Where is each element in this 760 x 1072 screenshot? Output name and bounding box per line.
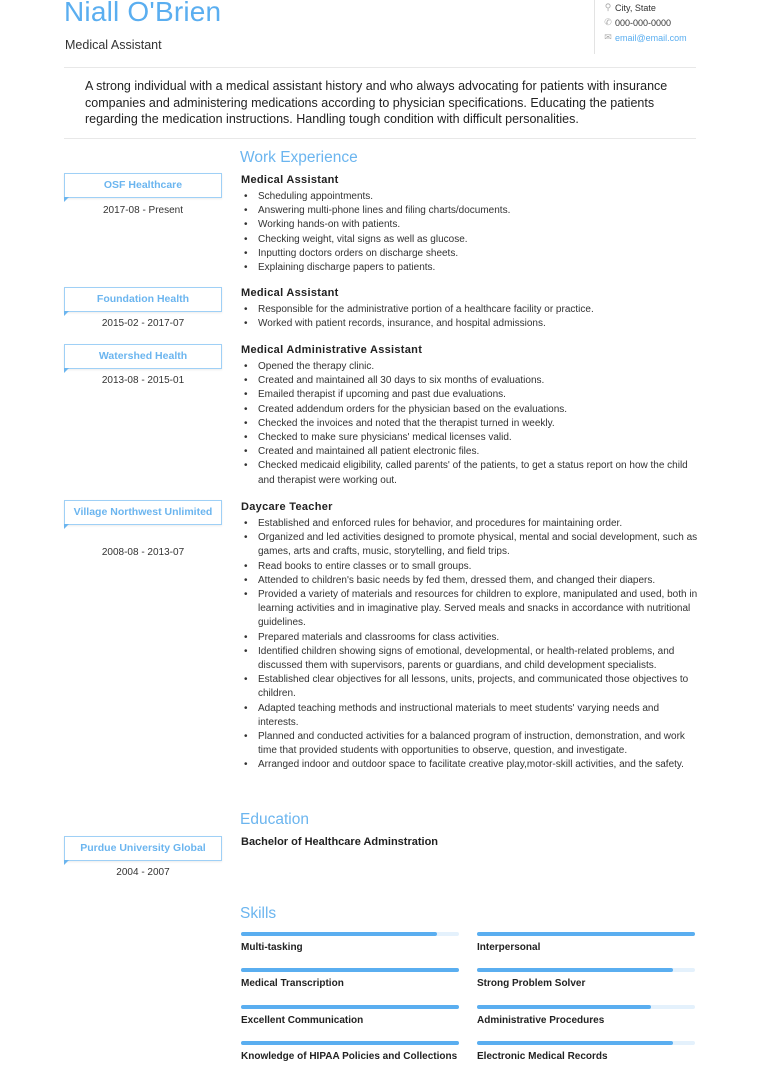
skill-label: Excellent Communication — [241, 1015, 364, 1026]
skill-bar-fill — [241, 1041, 459, 1045]
education-heading: Education — [240, 811, 309, 828]
skill-label: Multi-tasking — [241, 942, 303, 953]
skill-label: Strong Problem Solver — [477, 978, 586, 989]
header-divider — [64, 67, 696, 68]
skill-label: Knowledge of HIPAA Policies and Collections — [241, 1051, 458, 1062]
skill-item — [477, 1041, 695, 1062]
candidate-name: Niall O'Brien — [64, 0, 222, 27]
job-bullet: • Emailed therapist if upcoming and past due evaluations. — [258, 388, 701, 402]
degree-title: Bachelor of Healthcare Adminstration — [241, 836, 439, 848]
skill-label: Electronic Medical Records — [477, 1051, 608, 1062]
job-bullet: • Planned and conducted activities for a balanced program of instruction, demonstration, and work time that provided students with opportunities to observe, question, and investigate. — [258, 730, 701, 758]
job-title: Medical Assistant — [241, 287, 339, 299]
job-bullets — [241, 190, 701, 275]
job-bullet: • Answering multi-phone lines and filing charts/documents. — [258, 204, 701, 218]
skill-item — [477, 968, 695, 989]
job-bullet: • Inputting doctors orders on discharge sheets. — [258, 247, 701, 261]
skill-bar-fill — [477, 1041, 673, 1045]
job-bullet: • Created and maintained all patient electronic files. — [258, 445, 701, 459]
contact-block — [594, 0, 721, 54]
job-bullet: • Provided a variety of materials and resources for children to explore, manipulated and used, both in learning activities and in imaginative play. Served meals and snacks in accordance with nutritional guidelines. — [258, 588, 701, 631]
skill-bar-fill — [477, 968, 673, 972]
job-bullet: • Created addendum orders for the physician based on the evaluations. — [258, 403, 701, 417]
job-bullet: • Created and maintained all 30 days to six months of evaluations. — [258, 374, 701, 388]
job-bullet: • Established and enforced rules for behavior, and procedures for maintaining order. — [258, 517, 701, 531]
job-bullet: • Checked the invoices and noted that the therapist turned in weekly. — [258, 417, 701, 431]
job-bullet: • Adapted teaching methods and instructional materials to meet students' varying needs and interests. — [258, 702, 701, 730]
job-bullet: • Prepared materials and classrooms for class activities. — [258, 631, 701, 645]
job-bullet: • Arranged indoor and outdoor space to facilitate creative play,motor-skill activities, and the safety. — [258, 758, 701, 772]
job-bullets — [241, 517, 701, 773]
skill-label: Medical Transcription — [241, 978, 344, 989]
job-bullets — [241, 360, 701, 488]
job-bullet: • Working hands-on with patients. — [258, 218, 701, 232]
employer-box: OSF Healthcare — [64, 173, 222, 198]
employment-dates: 2017-08 - Present — [102, 205, 184, 216]
skill-bar-fill — [477, 1005, 651, 1009]
skill-item — [241, 932, 459, 953]
education-dates: 2004 - 2007 — [116, 867, 170, 878]
skill-bar-track — [241, 968, 459, 972]
phone-text: 000-000-0000 — [615, 17, 672, 28]
skill-item — [477, 932, 695, 953]
contact-location — [601, 0, 721, 15]
job-title: Medical Assistant — [241, 174, 339, 186]
skill-bar-track — [241, 1041, 459, 1045]
summary-divider — [64, 138, 696, 139]
job-entry — [241, 501, 701, 773]
employment-dates: 2008-08 - 2013-07 — [101, 547, 185, 558]
job-bullet: • Organized and led activities designed to promote physical, mental and social development, such as games, arts and crafts, music, storytelling, and field trips. — [258, 531, 701, 559]
phone-icon: ✆ — [604, 17, 612, 27]
job-title: Daycare Teacher — [241, 501, 333, 513]
job-bullets — [241, 303, 701, 331]
job-bullet: • Established clear objectives for all lessons, units, projects, and communicated those objectives to children. — [258, 673, 701, 701]
job-bullet: • Read books to entire classes or to small groups. — [258, 560, 701, 574]
skills-heading: Skills — [240, 905, 277, 922]
job-bullet: • Checking weight, vital signs as well as glucose. — [258, 233, 701, 247]
employer-box: Watershed Health — [64, 344, 222, 369]
skill-item — [241, 1041, 459, 1062]
skill-bar-track — [477, 968, 695, 972]
employment-dates: 2015-02 - 2017-07 — [101, 318, 185, 329]
envelope-icon: ✉ — [604, 32, 612, 42]
location-text: City, State — [615, 2, 656, 13]
summary-text: A strong individual with a medical assistant history and who always advocating for patients with insurance companies and administering medications according to physician specifications. Educating the patients regarding the medication instructions. Handling tough condition with difficult personalities. — [85, 79, 668, 126]
job-bullet: • Opened the therapy clinic. — [258, 360, 701, 374]
school-box: Purdue University Global — [64, 836, 222, 861]
skill-bar-track — [477, 1041, 695, 1045]
employer-box: Foundation Health — [64, 287, 222, 312]
job-bullet: • Explaining discharge papers to patients. — [258, 261, 701, 275]
skill-bar-fill — [241, 932, 437, 936]
job-bullet: • Attended to children's basic needs by fed them, dressed them, and changed their diapers. — [258, 574, 701, 588]
candidate-title: Medical Assistant — [65, 38, 162, 52]
skill-item — [477, 1005, 695, 1026]
location-pin-icon: ⚲ — [604, 2, 612, 12]
skill-label: Administrative Procedures — [477, 1015, 605, 1026]
email-link[interactable]: email@email.com — [615, 32, 687, 43]
job-entry — [241, 174, 701, 275]
job-bullet: • Checked to make sure physicians' medical licenses valid. — [258, 431, 701, 445]
job-title: Medical Administrative Assistant — [241, 344, 423, 356]
job-bullet: • Identified children showing signs of emotional, developmental, or health-related problems, and discussed them with supervisors, parents or guardians, and child development specialists. — [258, 645, 701, 673]
skill-item — [241, 968, 459, 989]
skill-bar-fill — [241, 1005, 459, 1009]
skill-bar-fill — [241, 968, 459, 972]
job-entry — [241, 344, 701, 488]
job-bullet: • Responsible for the administrative portion of a healthcare facility or practice. — [258, 303, 701, 317]
skill-bar-track — [241, 932, 459, 936]
employer-box: Village Northwest Unlimited — [64, 500, 222, 525]
job-bullet: • Checked medicaid eligibility, called parents' of the patients, to get a status report on how the child and therapist were working out. — [258, 459, 701, 487]
skill-bar-track — [477, 932, 695, 936]
skill-bar-track — [241, 1005, 459, 1009]
skill-bar-track — [477, 1005, 695, 1009]
work-experience-heading: Work Experience — [240, 149, 358, 166]
job-entry — [241, 287, 701, 331]
employment-dates: 2013-08 - 2015-01 — [101, 375, 185, 386]
skill-label: Interpersonal — [477, 942, 541, 953]
skill-item — [241, 1005, 459, 1026]
skill-bar-fill — [477, 932, 695, 936]
job-bullet: • Worked with patient records, insurance, and hospital admissions. — [258, 317, 701, 331]
contact-phone — [601, 15, 721, 30]
contact-email[interactable] — [601, 30, 721, 45]
job-bullet: • Scheduling appointments. — [258, 190, 701, 204]
